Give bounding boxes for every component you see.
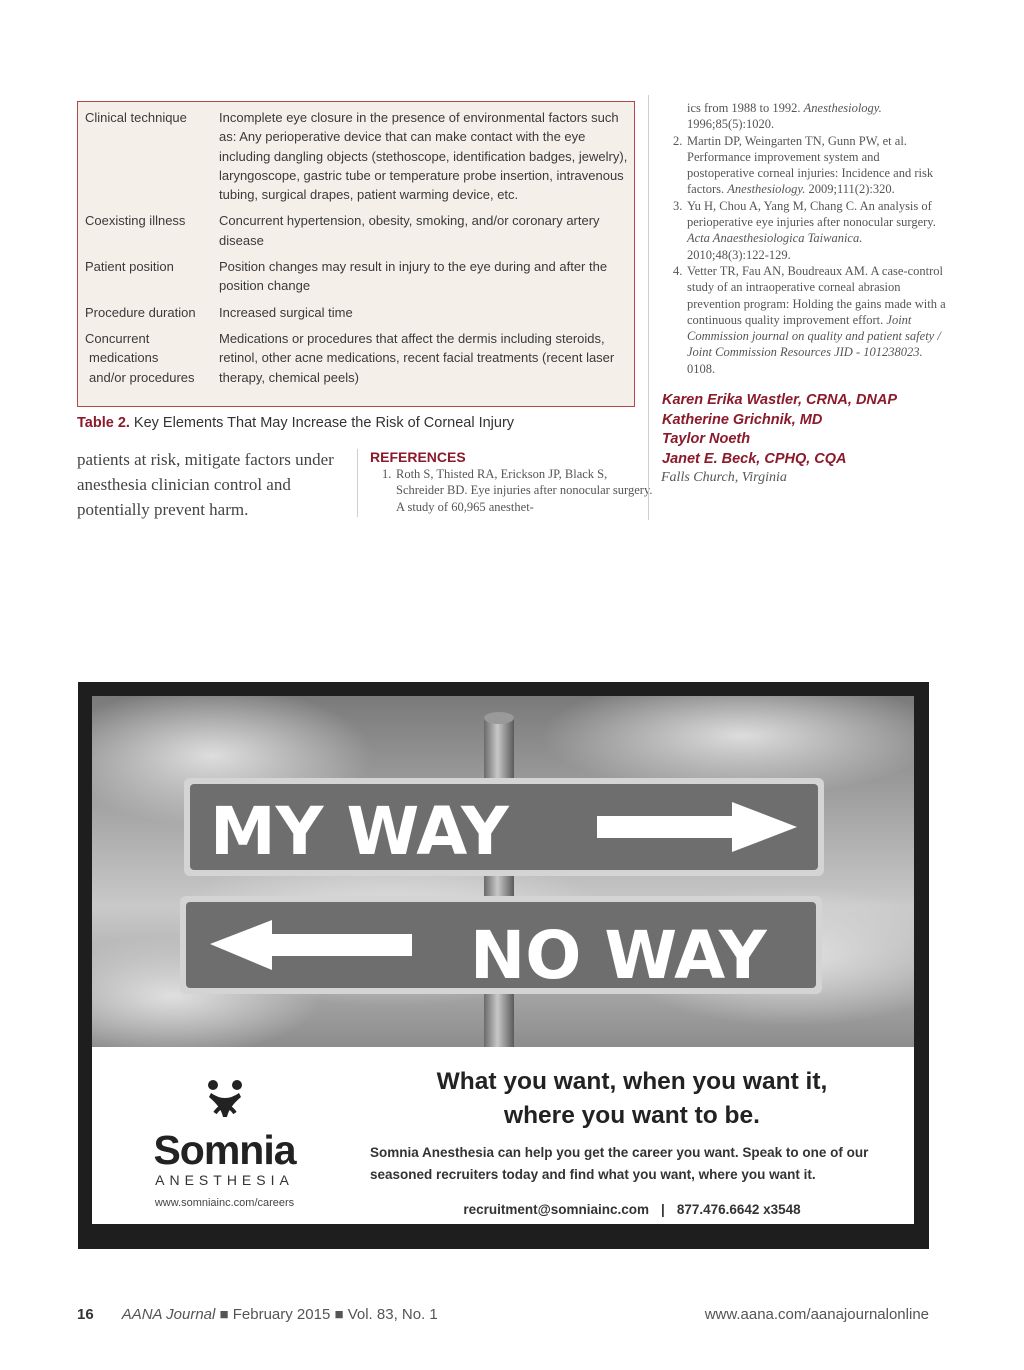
- author-name: Karen Erika Wastler, CRNA, DNAP: [662, 392, 898, 409]
- reference-4: [661, 263, 946, 377]
- reference-3: [661, 198, 946, 263]
- table-row: [78, 329, 634, 394]
- sign-bottom-text: NO WAY: [470, 917, 767, 994]
- journal-info: [122, 1306, 438, 1323]
- table-row: [78, 108, 634, 211]
- page-number: 16: [77, 1306, 94, 1323]
- somnia-figures-icon: [203, 1077, 247, 1121]
- risk-category: [78, 329, 219, 394]
- reference-text: ics from 1988 to 1992.: [687, 101, 801, 115]
- risk-category-line: Coexisting illness: [85, 213, 186, 229]
- reference-text: Martin DP, Weingarten TN, Gunn PW, et al. Performance improvement system and postoperative corneal injuries: Incidence and risk factors.: [687, 133, 934, 197]
- reference-number: 4.: [673, 263, 683, 278]
- logo-subtitle: ANESTHESIA: [155, 1172, 294, 1188]
- risk-factors-table: [77, 101, 635, 407]
- reference-citation: 2010;48(3):122-129.: [687, 247, 791, 262]
- reference-number: 3.: [673, 198, 683, 213]
- references-heading: REFERENCES: [370, 449, 466, 465]
- references-column: [357, 449, 655, 517]
- logo-wordmark: Somnia: [153, 1127, 296, 1173]
- recruitment-email-link[interactable]: recruitment@somniainc.com: [463, 1202, 650, 1217]
- somnia-advertisement: [78, 682, 929, 1249]
- right-column: [648, 95, 946, 520]
- reference-1-continued: [661, 100, 946, 133]
- reference-journal: Anesthesiology.: [803, 101, 882, 115]
- author-name: Taylor Noeth: [662, 431, 751, 448]
- street-sign-illustration: [92, 696, 914, 1047]
- reference-text: Roth S, Thisted RA, Erickson JP, Black S, Schreider BD. Eye injuries after nonocular surgery. A study of 60,965 anesthet-: [396, 467, 653, 514]
- author-name: Katherine Grichnik, MD: [662, 411, 823, 428]
- reference-journal: Anesthesiology.: [727, 182, 806, 197]
- risk-category: [78, 303, 219, 329]
- body-text: patients at risk, mitigate factors under anesthesia clinician control and potentially prevent harm.: [77, 450, 334, 519]
- author-location: Falls Church, Virginia: [661, 470, 787, 486]
- risk-description: Medications or procedures that affect the dermis including steroids, retinol, other acne medications, recent facial treatments (recent laser therapy, chemical peels): [219, 330, 615, 385]
- headline-line-2: where you want to be.: [504, 1102, 760, 1129]
- risk-category-line: Clinical technique: [85, 110, 187, 125]
- ad-headline: [372, 1065, 892, 1133]
- risk-description: Increased surgical time: [219, 304, 353, 320]
- author-name: Janet E. Beck, CPHQ, CQA: [662, 450, 847, 467]
- somnia-logo: [132, 1077, 317, 1209]
- reference-number: 1.: [382, 467, 392, 481]
- table-row: [78, 257, 634, 303]
- reference-journal: Joint Commission journal on quality and patient safety / Joint Commission Resources JID - 101238023.: [687, 312, 941, 360]
- careers-url[interactable]: www.somniainc.com/careers: [154, 1197, 295, 1209]
- table-caption-text: Key Elements That May Increase the Risk of Corneal Injury: [133, 415, 515, 431]
- sign-top-text: MY WAY: [210, 793, 509, 870]
- reference-text: Yu H, Chou A, Yang M, Chang C. An analysis of perioperative eye injuries after nonocular surgery.: [687, 198, 936, 230]
- risk-category-line: medications: [89, 350, 159, 366]
- risk-category-line: and/or procedures: [89, 369, 195, 385]
- journal-url[interactable]: www.aana.com/aanajournalonline: [704, 1306, 929, 1323]
- reference-number: 2.: [673, 133, 683, 148]
- table-caption: [77, 415, 514, 431]
- table-caption-label: Table 2.: [77, 415, 130, 431]
- reference-text: Vetter TR, Fau AN, Boudreaux AM. A case-control study of an intraoperative corneal abrasion prevention program: Holding the gains made with a continuous quality improvement effort.: [687, 263, 946, 327]
- risk-category-line: Concurrent: [85, 330, 150, 346]
- risk-category: [78, 211, 219, 257]
- risk-description: Concurrent hypertension, obesity, smoking, and/or coronary artery disease: [219, 213, 600, 248]
- author-list: [661, 391, 946, 469]
- table-row: [78, 211, 634, 257]
- risk-category: [78, 108, 219, 211]
- page-footer: [77, 1306, 929, 1323]
- street-sign-photo: [92, 696, 914, 1047]
- risk-description: Incomplete eye closure in the presence of environmental factors such as: Any perioperative device that can make contact with the eye including dangling objects (stethoscope, identification badges, jewelry), laryngoscope, gastric tube or temperature probe insertion, intravenous tubing, surgical drapes, patient warming device, etc.: [219, 110, 628, 203]
- reference-journal: Acta Anaesthesiologica Taiwanica.: [687, 231, 863, 246]
- reference-1: [370, 466, 655, 515]
- ad-contact: [372, 1202, 892, 1217]
- risk-category-line: Procedure duration: [85, 304, 196, 320]
- recruitment-phone[interactable]: 877.476.6642 x3548: [676, 1202, 801, 1217]
- reference-citation: 0108.: [687, 361, 716, 376]
- reference-2: [661, 133, 946, 198]
- ad-text-panel: [92, 1047, 914, 1224]
- ad-subtext: Somnia Anesthesia can help you get the career you want. Speak to one of our seasoned recruiters today and find what you want, where you want it.: [370, 1145, 869, 1182]
- issue-info: ■ February 2015 ■ Vol. 83, No. 1: [215, 1306, 438, 1323]
- headline-line-1: What you want, when you want it,: [436, 1068, 828, 1095]
- reference-citation: 2009;111(2):320.: [808, 182, 895, 197]
- risk-category: [78, 257, 219, 303]
- journal-name: AANA Journal: [121, 1306, 216, 1323]
- contact-separator: |: [661, 1202, 665, 1217]
- table-row: [78, 303, 634, 329]
- risk-category-line: Patient position: [85, 259, 174, 275]
- risk-description: Position changes may result in injury to the eye during and after the position change: [219, 259, 608, 294]
- reference-citation: 1996;85(5):1020.: [687, 117, 775, 132]
